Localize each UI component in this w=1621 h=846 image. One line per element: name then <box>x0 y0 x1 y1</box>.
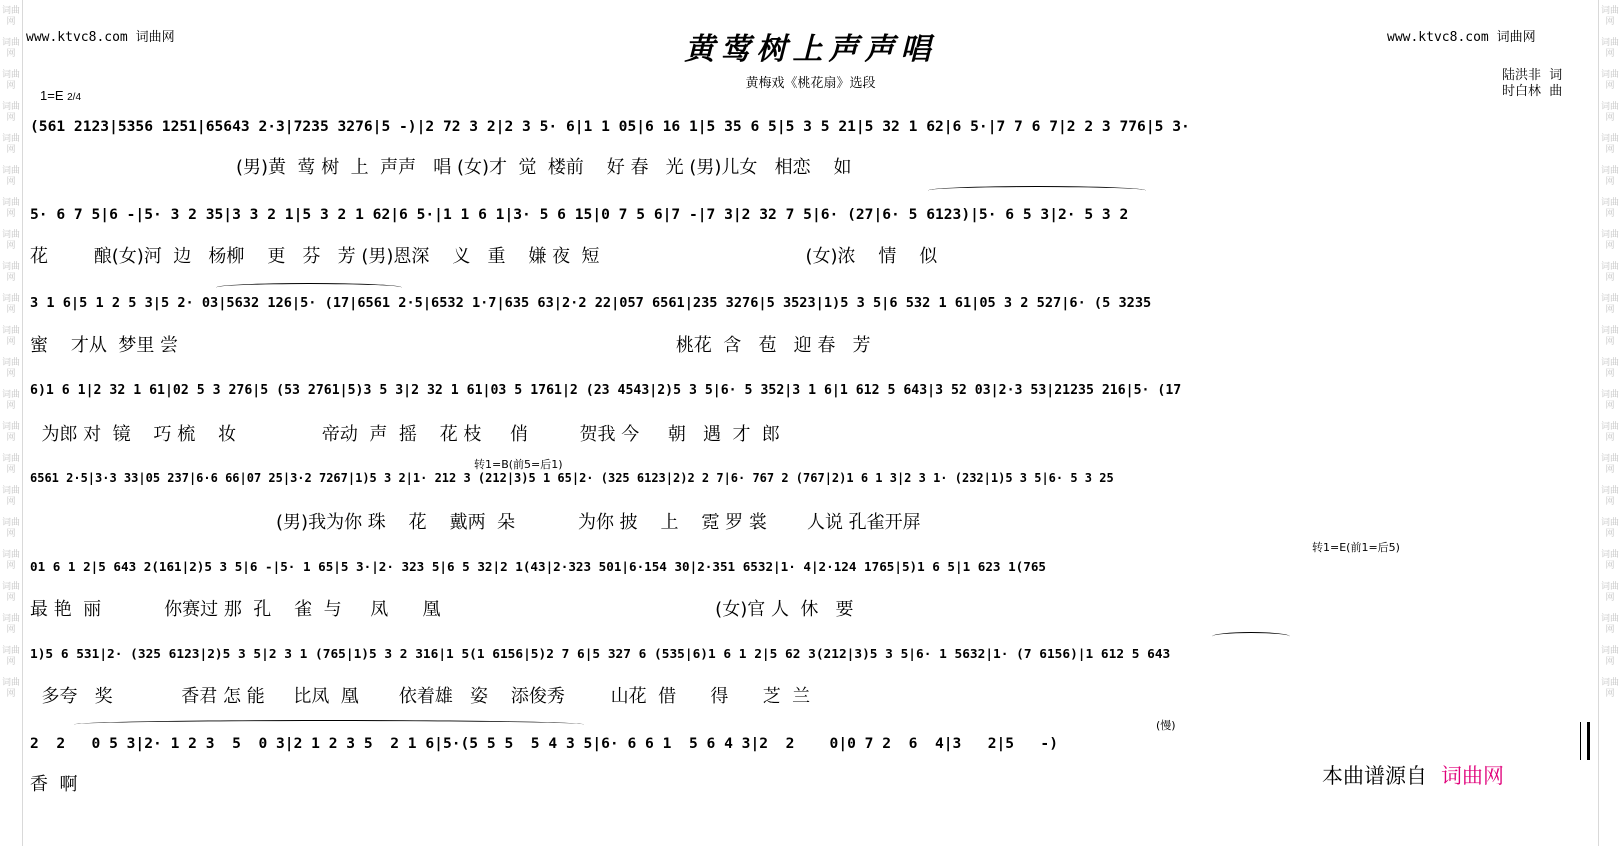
song-subtitle: 黄梅戏《桃花扇》选段 <box>745 76 876 91</box>
notation-line: 01 6 1 2|5 643 2(161|2)5 3 5|6 -|5· 1 65|5 3·|2· 323 5|6 5 32|2 1(43|2·323 501|6·154 30|2·351 6532|1· 4|2·124 1765|5)1 6 5|1 623 1(765 <box>30 559 1046 574</box>
tie-slur <box>216 283 402 292</box>
modulation-mark-e: 转1=E(前1=后5) <box>1312 541 1400 554</box>
lyric-line: 香 啊 <box>30 774 78 795</box>
notation-line: (561 2123|5356 1251|65643 2·3|7235 3276|5 -)|2 72 3 2|2 3 5· 6|1 1 05|6 16 1|5 35 6 5|5 3 5 21|5 32 1 62|6 5·|7 7 6 7|2 2 3 776|5 3· <box>30 118 1190 135</box>
right-watermark-strip <box>1598 0 1621 846</box>
right-watermark-text: 词曲网 词曲网 词曲网 词曲网 词曲网 词曲网 词曲网 词曲网 词曲网 词曲网 词曲网 词曲网 词曲网 词曲网 词曲网 词曲网 词曲网 词曲网 词曲网 词曲网 词曲网 词曲网 <box>1600 6 1619 699</box>
header-site-right: www.ktvc8.com 词曲网 <box>1387 30 1536 45</box>
lyric-line: (男)黄 莺 树 上 声声 唱 (女)才 觉 楼前 好 春 光 (男)儿女 相恋 如 <box>30 157 852 178</box>
composer-credit: 时白林 曲 <box>1502 84 1563 99</box>
song-title: 黄莺树上声声唱 <box>684 32 937 67</box>
time-signature: 2/4 <box>67 92 82 103</box>
tie-slur <box>1212 632 1290 641</box>
lyric-line: 多夸 奖 香君 怎 能 比凤 凰 依着雄 姿 添俊秀 山花 借 得 芝 兰 <box>30 686 811 707</box>
lyric-line: (男)我为你 珠 花 戴两 朵 为你 披 上 霓 罗 裳 人说 孔雀开屏 <box>30 512 921 533</box>
source-prefix: 本曲谱源自 <box>1322 764 1427 788</box>
lyric-line: 花 酿(女)河 边 杨柳 更 芬 芳 (男)恩深 义 重 嫌 夜 短 (女)浓 情 似 <box>30 246 938 267</box>
notation-line: 2 2 0 5 3|2· 1 2 3 5 0 3|2 1 2 3 5 2 1 6|5·(5 5 5 5 4 3 5|6· 6 6 1 5 6 4 3|2 2 0|0 7 2 6 4|3 2|5 -) <box>30 735 1058 752</box>
lyric-line: 最 艳 丽 你赛过 那 孔 雀 与 凤 凰 (女)官 人 休 要 <box>30 599 854 620</box>
notation-line: 6561 2·5|3·3 33|05 237|6·6 66|07 25|3·2 7267|1)5 3 2|1· 212 3 (212|3)5 1 65|2· (325 6123|2)2 2 7|6· 767 2 (767|2)1 6 1 3|2 3 1· (232|1)5 3 5|6· 5 3 25 <box>30 471 1114 485</box>
header-site-left: www.ktvc8.com 词曲网 <box>26 30 175 45</box>
key-label: 1=E <box>40 88 64 103</box>
key-signature <box>40 88 81 103</box>
modulation-mark-b: 转1=B(前5=后1) <box>474 458 563 471</box>
left-watermark-strip <box>0 0 23 846</box>
tie-slur <box>928 186 1146 195</box>
source-credit <box>1322 760 1504 790</box>
lyricist-credit: 陆洪非 词 <box>1502 68 1563 83</box>
tempo-mark-slow: (慢) <box>1156 719 1176 732</box>
notation-line: 6)1 6 1|2 32 1 61|02 5 3 276|5 (53 2761|5)3 5 3|2 32 1 61|03 5 1761|2 (23 4543|2)5 3 5|6· 5 352|3 1 6|1 612 5 643|3 52 03|2·3 53|21235 216|5· (17 <box>30 383 1182 398</box>
credits <box>1502 68 1562 100</box>
source-brand-link[interactable]: 词曲网 <box>1441 764 1504 788</box>
tie-slur <box>74 720 584 729</box>
notation-line: 1)5 6 531|2· (325 6123|2)5 3 5|2 3 1 (765|1)5 3 2 316|1 5(1 6156|5)2 7 6|5 327 6 (535|6)1 6 1 2|5 62 3(212|3)5 3 5|6· 1 5632|1· (7 6156)|1 612 5 643 <box>30 647 1171 662</box>
final-barline <box>1580 722 1590 760</box>
left-watermark-text: 词曲网 词曲网 词曲网 词曲网 词曲网 词曲网 词曲网 词曲网 词曲网 词曲网 词曲网 词曲网 词曲网 词曲网 词曲网 词曲网 词曲网 词曲网 词曲网 词曲网 词曲网 词曲网 <box>1 6 20 699</box>
notation-line: 3 1 6|5 1 2 5 3|5 2· 03|5632 126|5· (17|6561 2·5|6532 1·7|635 63|2·2 22|057 6561|235 3276|5 3523|1)5 3 5|6 532 1 61|05 3 2 527|6· (5 3235 <box>30 295 1152 311</box>
lyric-line: 为郎 对 镜 巧 梳 妆 帝动 声 摇 花 枝 俏 贺我 今 朝 遇 才 郎 <box>30 424 780 445</box>
lyric-line: 蜜 才从 梦里 尝 桃花 含 苞 迎 春 芳 <box>30 335 871 356</box>
notation-line: 5· 6 7 5|6 -|5· 3 2 35|3 3 2 1|5 3 2 1 62|6 5·|1 1 6 1|3· 5 6 15|0 7 5 6|7 -|7 3|2 32 7 5|6· (27|6· 5 6123)|5· 6 5 3|2· 5 3 2 <box>30 206 1129 223</box>
